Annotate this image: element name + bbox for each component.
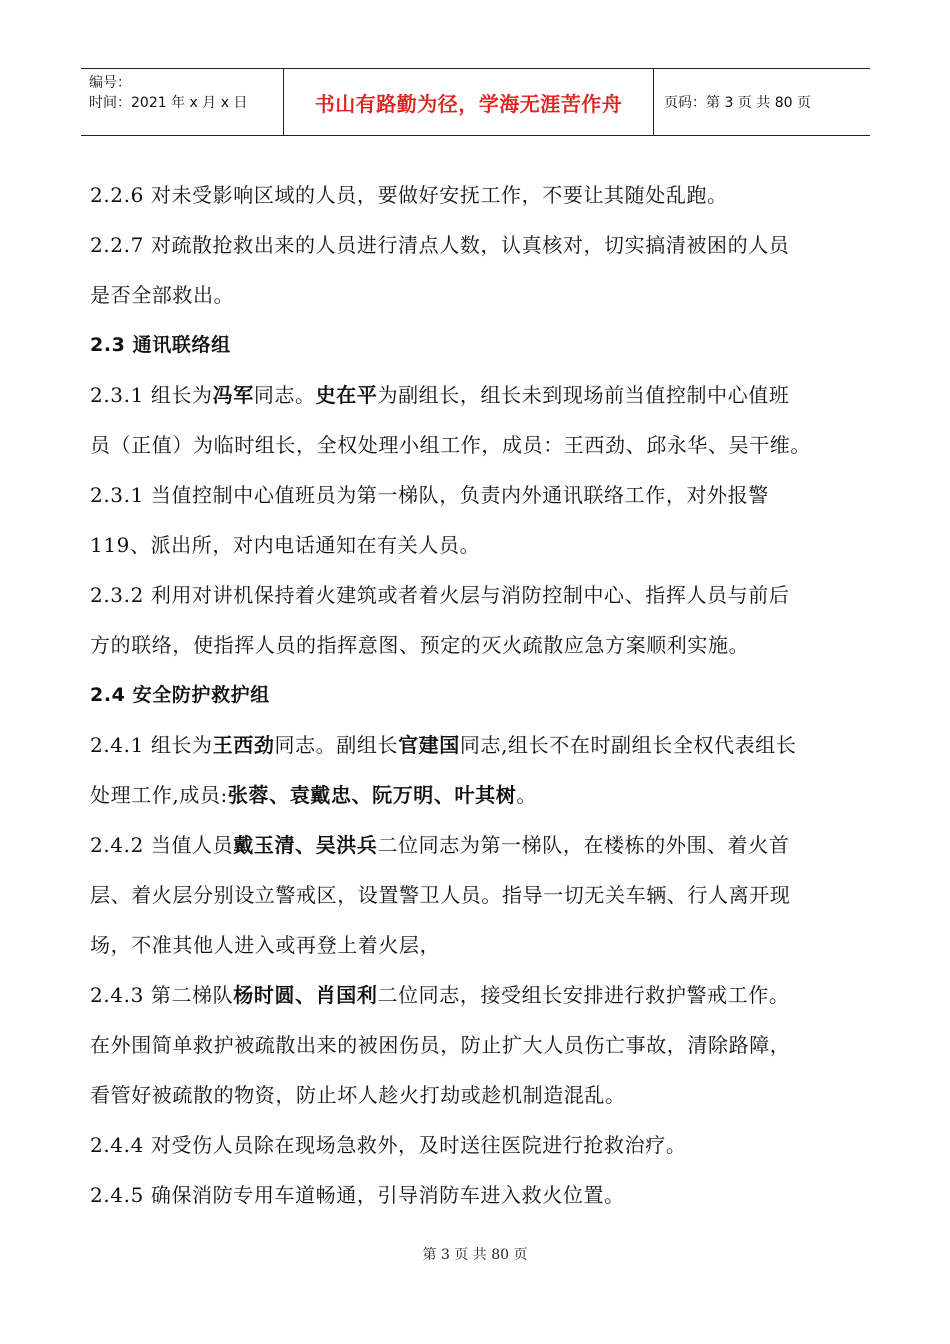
name-bold: 官建国 — [398, 733, 460, 757]
paragraph-line: 2.3.2 利用对讲机保持着火建筑或者着火层与消防控制中心、指挥人员与前后 — [90, 583, 790, 607]
paragraph-line: 2.4.5 确保消防专用车道畅通，引导消防车进入救火位置。 — [90, 1183, 625, 1207]
name-bold: 王西劲 — [212, 733, 275, 757]
paragraph-line: 在外围简单救护被疏散出来的被困伤员，防止扩大人员伤亡事故，清除路障， — [90, 1033, 791, 1057]
doc-date-label: 时间：2021 年 x 月 x 日 — [89, 95, 248, 111]
paragraph-line: 2.2.6 对未受影响区域的人员，要做好安抚工作，不要让其随处乱跑。 — [90, 183, 728, 207]
text-run: 同志。副组长 — [274, 733, 399, 757]
doc-number-label: 编号： — [89, 75, 131, 91]
text-run: 。 — [516, 783, 537, 807]
name-bold: 史在平 — [315, 383, 378, 407]
paragraph-line — [90, 820, 860, 870]
name-bold: 戴玉清、吴洪兵 — [233, 833, 378, 857]
section-heading-2-3: 2.3 通讯联络组 — [90, 334, 231, 356]
document-body — [90, 170, 860, 1220]
text-run: 2.4.2 当值人员 — [90, 833, 234, 857]
paragraph-line: 是否全部救出。 — [90, 283, 235, 307]
paragraph-line: 看管好被疏散的物资，防止坏人趁火打劫或趁机制造混乱。 — [90, 1083, 626, 1107]
header-page-info: 页码：第 3 页 共 80 页 — [664, 95, 811, 111]
paragraph-line: 119、派出所，对内电话通知在有关人员。 — [90, 533, 481, 557]
paragraph-line: 方的联络，使指挥人员的指挥意图、预定的灭火疏散应急方案顺利实施。 — [90, 633, 750, 657]
text-run: 处理工作,成员: — [90, 783, 228, 807]
name-bold: 张蓉、袁戴忠、阮万明、叶其树 — [227, 783, 517, 807]
paragraph-line — [90, 720, 860, 770]
paragraph-line: 员（正值）为临时组长，全权处理小组工作，成员：王西劲、邱永华、吴干维。 — [90, 433, 811, 457]
text-run: 2.4.3 第二梯队 — [90, 983, 234, 1007]
page-header — [81, 68, 870, 136]
paragraph-line — [90, 770, 860, 820]
paragraph-line — [90, 970, 860, 1020]
name-bold: 冯军 — [212, 383, 254, 407]
page-footer: 第 3 页 共 80 页 — [422, 1247, 528, 1263]
text-run: 二位同志为第一梯队，在楼栋的外围、着火首 — [377, 833, 790, 857]
text-run: 二位同志，接受组长安排进行救护警戒工作。 — [377, 983, 790, 1007]
section-heading-2-4: 2.4 安全防护救护组 — [90, 684, 270, 706]
paragraph-line: 场，不准其他人进入或再登上着火层， — [90, 933, 441, 957]
paragraph-line: 层、着火层分别设立警戒区，设置警卫人员。指导一切无关车辆、行人离开现 — [90, 883, 791, 907]
header-meta — [81, 69, 283, 135]
header-motto: 书山有路勤为径，学海无涯苦作舟 — [283, 69, 654, 135]
text-run: 2.4.1 组长为 — [90, 733, 213, 757]
text-run: 为副组长，组长未到现场前当值控制中心值班 — [377, 383, 790, 407]
text-run: 同志,组长不在时副组长全权代表组长 — [459, 733, 797, 757]
text-run: 同志。 — [253, 383, 316, 407]
name-bold: 杨时圆、肖国利 — [233, 983, 378, 1007]
text-run: 2.3.1 组长为 — [90, 383, 213, 407]
paragraph-line: 2.4.4 对受伤人员除在现场急救外，及时送往医院进行抢救治疗。 — [90, 1133, 687, 1157]
paragraph-line — [90, 370, 860, 420]
paragraph-line: 2.3.1 当值控制中心值班员为第一梯队，负责内外通讯联络工作，对外报警 — [90, 483, 769, 507]
paragraph-line: 2.2.7 对疏散抢救出来的人员进行清点人数，认真核对，切实搞清被困的人员 — [90, 233, 790, 257]
